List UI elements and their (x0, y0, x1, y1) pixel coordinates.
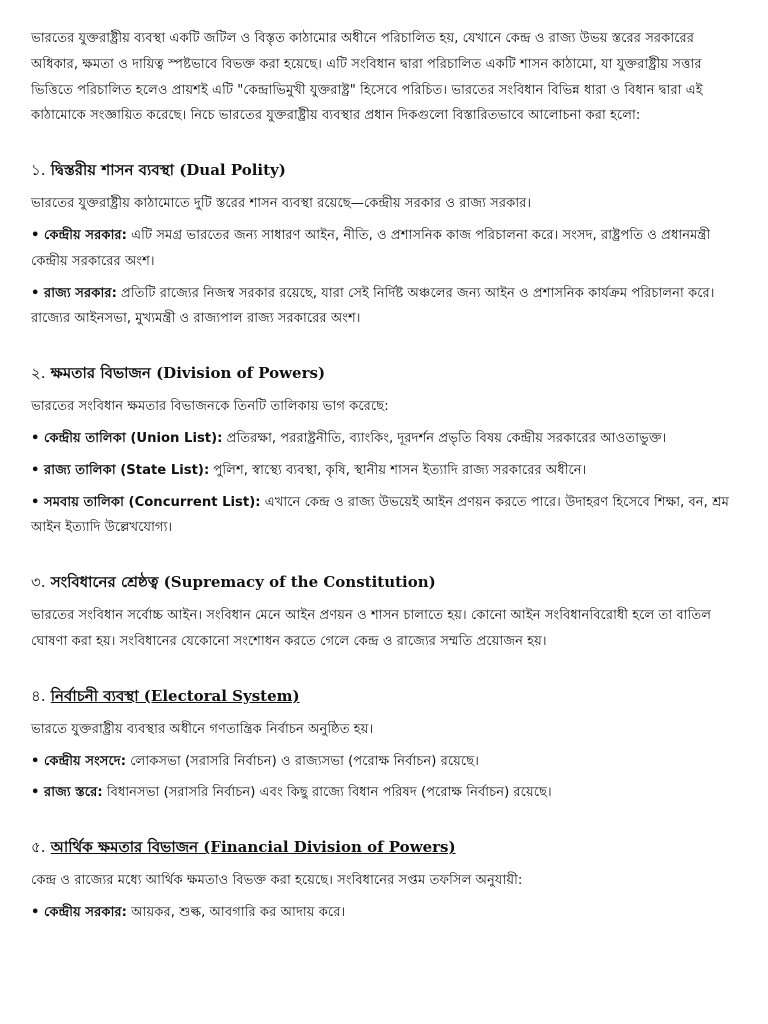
section-heading (31, 571, 743, 593)
section-number: ৪. (31, 686, 46, 705)
section-lead: ভারতের সংবিধান ক্ষমতার বিভাজনকে তিনটি তালিকায় ভাগ করেছে: (31, 399, 389, 415)
bullet-text: আয়কর, শুল্ক, আবগারি কর আদায় করে। (126, 904, 346, 920)
bullet-item (31, 749, 743, 775)
section-title: আর্থিক ক্ষমতার বিভাজন (Financial Division of Powers) (50, 838, 456, 857)
bullet-item (31, 458, 743, 484)
bullet-label: • রাজ্য তালিকা (State List): (31, 462, 210, 478)
bullet-item (31, 780, 743, 806)
section-title: ক্ষমতার বিভাজন (Division of Powers) (50, 364, 326, 383)
section-heading (31, 362, 743, 384)
section-title: দ্বিস্তরীয় শাসন ব্যবস্থা (Dual Polity) (50, 161, 286, 180)
section-heading (31, 685, 743, 707)
bullet-label: • কেন্দ্রীয় সংসদে: (31, 753, 126, 769)
section-lead: ভারতে যুক্তরাষ্ট্রীয় ব্যবস্থার অধীনে গণতান্ত্রিক নির্বাচন অনুষ্ঠিত হয়। (31, 721, 374, 737)
section-2 (31, 362, 743, 541)
section-1 (31, 159, 743, 332)
section-number: ১. (31, 161, 46, 180)
document-page (31, 26, 743, 926)
bullet-text: পুলিশ, স্বাস্থ্যে ব্যবস্থা, কৃষি, স্থানীয় শাসন ইত্যাদি রাজ্য সরকারের অধীনে। (209, 462, 587, 478)
bullet-label: • কেন্দ্রীয় তালিকা (Union List): (31, 430, 223, 446)
bullet-label: • কেন্দ্রীয় সরকার: (31, 904, 127, 920)
intro-paragraph: ভারতের যুক্তরাষ্ট্রীয় ব্যবস্থা একটি জটিল ও বিস্তৃত কাঠামোর অধীনে পরিচালিত হয়, যেখানে কেন্দ্র ও রাজ্য উভয় স্তরের সরকারের অধিকার, ক্ষমতা ও দায়িত্ব স্পষ্টভাবে বিভক্ত করা হয়েছে। এটি সংবিধান দ্বারা পরিচালিত একটি শাসন কাঠামো, যা যুক্তরাষ্ট্রীয় সত্তার ভিত্তিতে পরিচালিত হলেও প্রায়শই এটি "কেন্দ্রাভিমুখী যুক্তরাষ্ট্র" হিসেবে পরিচিত। ভারতের সংবিধান বিভিন্ন ধারা ও বিধান দ্বারা এই কাঠামোকে সংজ্ঞায়িত করেছে। নিচে ভারতের যুক্তরাষ্ট্রীয় ব্যবস্থার প্রধান দিকগুলো বিস্তারিতভাবে আলোচনা করা হলো: (31, 31, 703, 124)
bullet-text: বিধানসভা (সরাসরি নির্বাচন) এবং কিছু রাজ্যে বিধান পরিষদ (পরোক্ষ নির্বাচন) রয়েছে। (102, 785, 552, 801)
bullet-label: • রাজ্য সরকার: (31, 285, 117, 301)
bullet-label: • রাজ্য স্তরে: (31, 785, 103, 801)
section-5 (31, 836, 743, 926)
section-number: ৩. (31, 573, 46, 592)
section-number: ৫. (31, 838, 46, 857)
section-number: ২. (31, 364, 46, 383)
bullet-text: প্রতিরক্ষা, পররাষ্ট্রনীতি, ব্যাংকিং, দূরদর্শন প্রভৃতি বিষয় কেন্দ্রীয় সরকারের আওতাভুক্ত। (222, 430, 667, 446)
bullet-item (31, 426, 743, 452)
section-lead: ভারতের সংবিধান সর্বোচ্চ আইন। সংবিধান মেনে আইন প্রণয়ন ও শাসন চালাতে হয়। কোনো আইন সংবিধানবিরোধী হলে তা বাতিল ঘোষণা করা হয়। সংবিধানের যেকোনো সংশোধন করতে গেলে কেন্দ্র ও রাজ্যের সম্মতি প্রয়োজন হয়। (31, 608, 712, 649)
section-title: নির্বাচনী ব্যবস্থা (Electoral System) (50, 686, 300, 705)
section-heading (31, 159, 743, 181)
section-heading (31, 836, 743, 858)
bullet-item (31, 900, 743, 926)
bullet-item (31, 281, 743, 333)
bullet-text: প্রতিটি রাজ্যের নিজস্ব সরকার রয়েছে, যারা সেই নির্দিষ্ট অঞ্চলের জন্য আইন ও প্রশাসনিক কার্যক্রম পরিচালনা করে। রাজ্যের আইনসভা, মুখ্যমন্ত্রী ও রাজ্যপাল রাজ্য সরকারের অংশ। (31, 285, 715, 327)
section-4 (31, 685, 743, 806)
bullet-text: লোকসভা (সরাসরি নির্বাচন) ও রাজ্যসভা (পরোক্ষ নির্বাচন) রয়েছে। (126, 753, 479, 769)
bullet-item (31, 490, 743, 542)
bullet-label: • কেন্দ্রীয় সরকার: (31, 227, 127, 243)
bullet-text: এখানে কেন্দ্র ও রাজ্য উভয়েই আইন প্রণয়ন করতে পারে। উদাহরণ হিসেবে শিক্ষা, বন, শ্রম আইন ইত্যাদি উল্লেখযোগ্য। (31, 494, 729, 536)
bullet-text: এটি সমগ্র ভারতের জন্য সাধারণ আইন, নীতি, ও প্রশাসনিক কাজ পরিচালনা করে। সংসদ, রাষ্ট্রপতি ও প্রধানমন্ত্রী কেন্দ্রীয় সরকারের অংশ। (31, 227, 711, 269)
section-lead: ভারতের যুক্তরাষ্ট্রীয় কাঠামোতে দুটি স্তরের শাসন ব্যবস্থা রয়েছে—কেন্দ্রীয় সরকার ও রাজ্য সরকার। (31, 196, 532, 212)
section-3 (31, 571, 743, 655)
sections-container (31, 159, 743, 926)
bullet-item (31, 223, 743, 275)
section-lead: কেন্দ্র ও রাজ্যের মধ্যে আর্থিক ক্ষমতাও বিভক্ত করা হয়েছে। সংবিধানের সপ্তম তফসিল অনুযায়ী: (31, 873, 523, 889)
section-title: সংবিধানের শ্রেষ্ঠত্ব (Supremacy of the Constitution) (50, 573, 436, 592)
bullet-label: • সমবায় তালিকা (Concurrent List): (31, 494, 261, 510)
